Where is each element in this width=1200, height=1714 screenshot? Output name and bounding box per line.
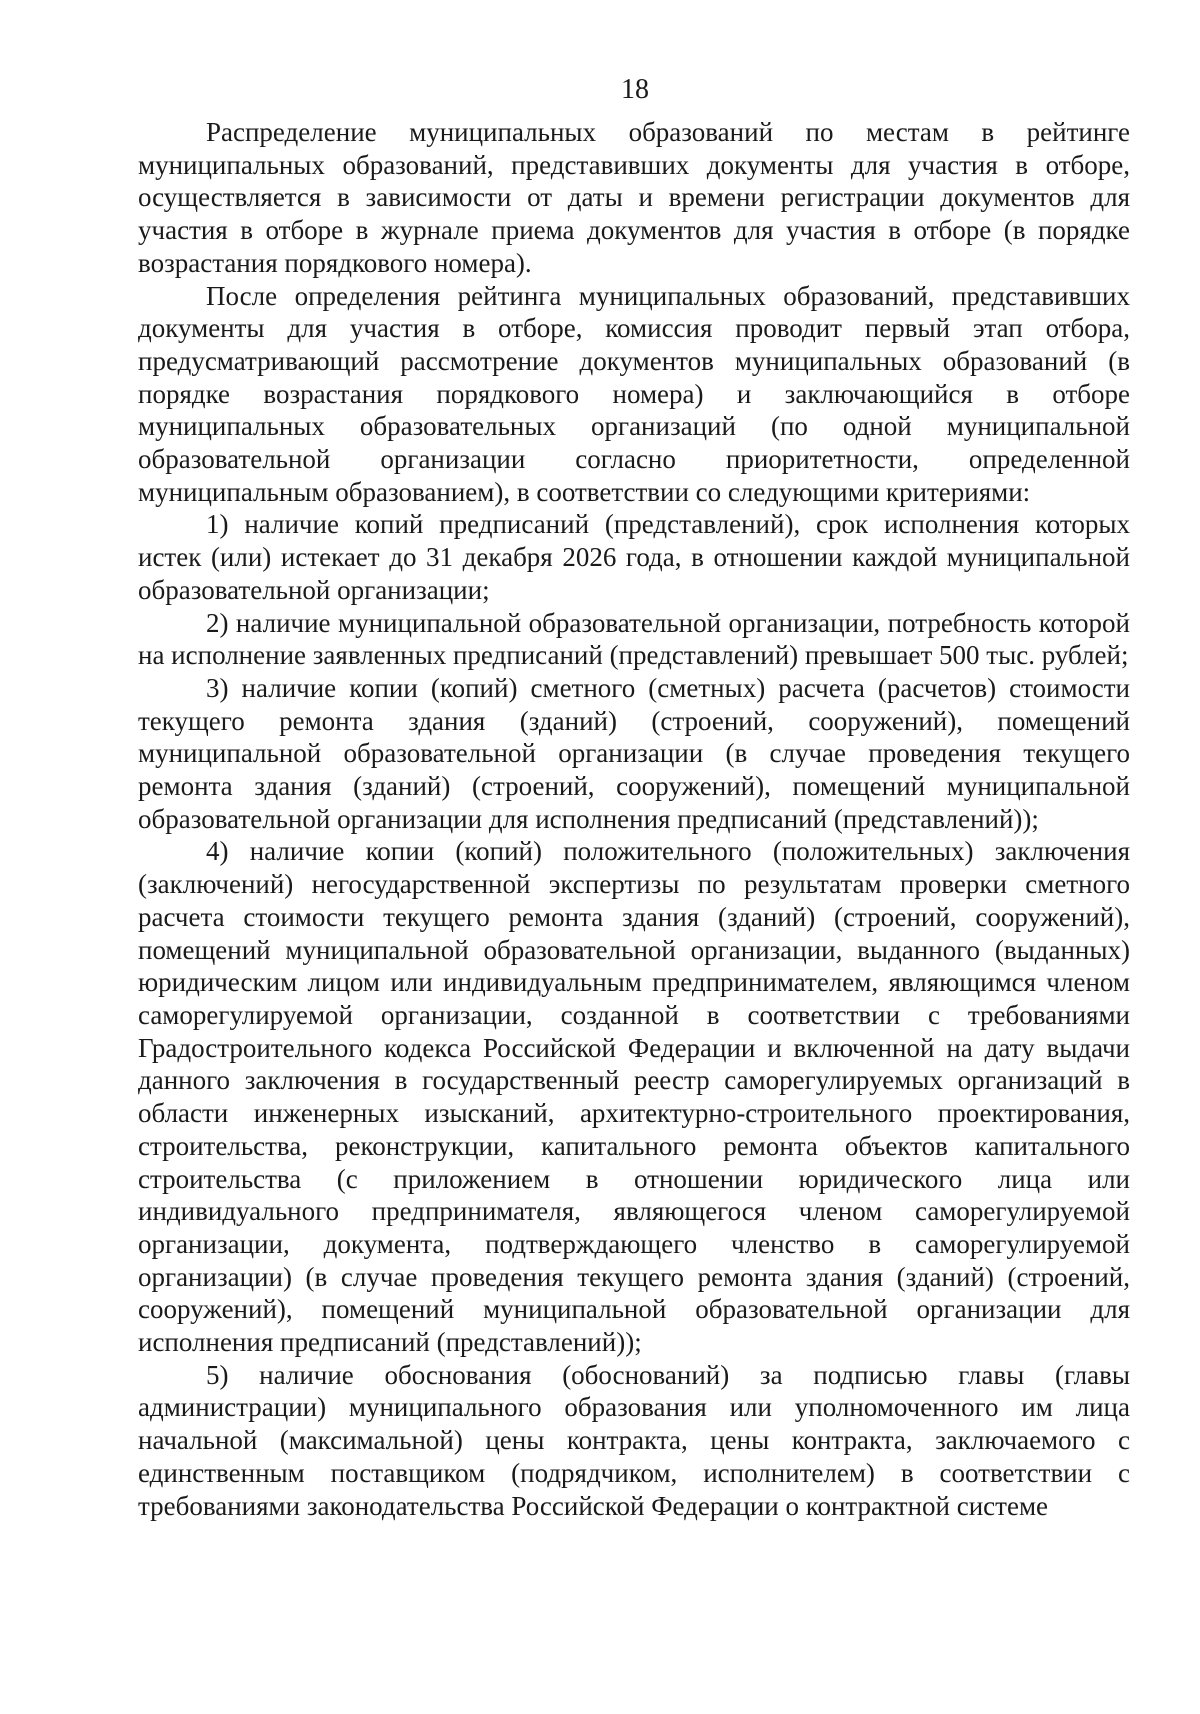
criterion-5: 5) наличие обоснования (обоснований) за подписью главы (главы администрации) муниципального образования или уполномоченного им лица начальной (максимальной) цены контракта, цены контракта, заключаемого с единственным поставщиком (подрядчиком, исполнителем) в соответствии с требованиями законодательства Российской Федерации о контрактной системе — [138, 1359, 1130, 1521]
criterion-4: 4) наличие копии (копий) положительного (положительных) заключения (заключений) негосударственной экспертизы по результатам проверки сметного расчета стоимости текущего ремонта здания (зданий) (строений, сооружений), помещений муниципальной образовательной организации, выданного (выданных) юридическим лицом или индивидуальным предпринимателем, являющимся членом саморегулируемой организации, созданной в соответствии с требованиями Градостроительного кодекса Российской Федерации и включенной на дату выдачи данного заключения в государственный реестр саморегулируемых организаций в области инженерных изысканий, архитектурно-строительного проектирования, строительства, реконструкции, капитального ремонта объектов капитального строительства (с приложением в отношении юридического лица или индивидуального предпринимателя, являющегося членом саморегулируемой организации, документа, подтверждающего членство в саморегулируемой организации) (в случае проведения текущего ремонта здания (зданий) (строений, сооружений), помещений муниципальной образовательной организации для исполнения предписаний (представлений)); — [138, 836, 1130, 1358]
paragraph-first-stage: После определения рейтинга муниципальных образований, представивших документы для участия в отборе, комиссия проводит первый этап отбора, предусматривающий рассмотрение документов муниципальных образований (в порядке возрастания порядкового номера) и заключающийся в отборе муниципальных образовательных организаций (по одной муниципальной образовательной организации согласно приоритетности, определенной муниципальным образованием), в соответствии со следующими критериями: — [138, 280, 1130, 507]
criterion-2: 2) наличие муниципальной образовательной организации, потребность которой на исполнение заявленных предписаний (представлений) превышает 500 тыс. рублей; — [138, 607, 1130, 671]
document-body — [138, 116, 1130, 1522]
page-number: 18 — [621, 74, 649, 105]
criterion-1: 1) наличие копий предписаний (представлений), срок исполнения которых истек (или) истекает до 31 декабря 2026 года, в отношении каждой муниципальной образовательной организации; — [138, 509, 1130, 605]
paragraph-rating-distribution: Распределение муниципальных образований по местам в рейтинге муниципальных образований, представивших документы для участия в отборе, осуществляется в зависимости от даты и времени регистрации документов для участия в отборе в журнале приема документов для участия в отборе (в порядке возрастания порядкового номера). — [138, 117, 1130, 278]
criterion-3: 3) наличие копии (копий) сметного (сметных) расчета (расчетов) стоимости текущего ремонта здания (зданий) (строений, сооружений), помещений муниципальной образовательной организации (в случае проведения текущего ремонта здания (зданий) (строений, сооружений), помещений муниципальной образовательной организации для исполнения предписаний (представлений)); — [138, 672, 1130, 834]
